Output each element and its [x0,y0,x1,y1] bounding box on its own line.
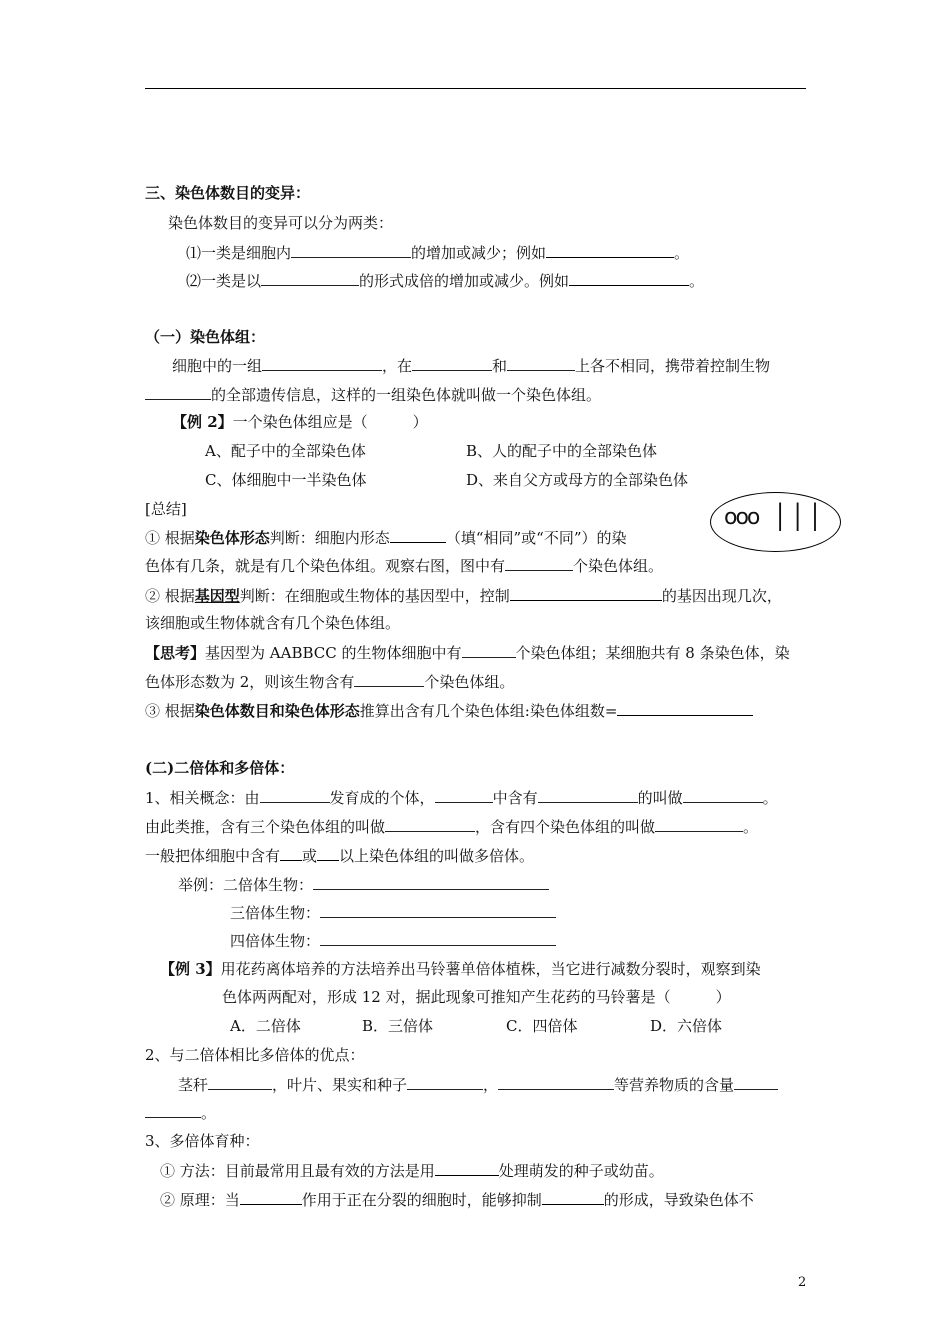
breeding-method: ① 方法：目前最常用且最有效的方法是用 处理萌发的种子或幼苗。 [160,1162,664,1180]
summary-rule-2: ② 根据基因型判断：在细胞或生物体的基因型中，控制 的基因出现几次， [145,587,782,605]
summary-label: [总结] [145,500,187,518]
summary-rule-3: ③ 根据染色体数目和染色体形态推算出含有几个染色体组:染色体组数= [145,700,753,721]
summary-rule-1-cont: 色体有几条，就是有几个染色体组。观察右图，图中有 个染色体组。 [145,557,664,575]
option-d: D、来自父方或母方的全部染色体 [466,471,689,489]
option-c: C、体细胞中一半染色体 [205,471,367,489]
think-question: 【思考】基因型为 AABBCC 的生物体细胞中有 个染色体组；某细胞共有 8 条染色体，染 [145,644,790,662]
ex3-option-b: B．三倍体 [362,1017,434,1035]
bar-chromosomes: │││ [773,503,826,531]
example-triploid: 三倍体生物： [230,902,556,923]
item-2: ⑵一类是以 的形式成倍的增加或减少。例如 。 [186,272,705,290]
circle-chromosomes: ooo [724,505,759,530]
concept-line-1: 1、相关概念：由 发育成的个体， 中含有 的叫做 。 [145,789,778,807]
advantages-line: 茎秆 ，叶片、果实和种子 ， 等营养物质的含量 [178,1074,778,1095]
advantages-line-cont: 。 [145,1102,216,1123]
example-3-question-cont: 色体两两配对，形成 12 对，据此现象可推知产生花药的马铃薯是（ ） [222,988,731,1006]
section-heading: 三、染色体数目的变异： [145,184,311,202]
definition-line-1: 细胞中的一组 ，在 和 上各不相同，携带着控制生物 [172,357,771,375]
header-rule [145,88,806,89]
ex3-option-c: C．四倍体 [506,1017,578,1035]
chromosome-figure [710,492,841,552]
summary-rule-1: ① 根据染色体形态判断：细胞内形态 （填“相同”或“不同”）的染 [145,529,627,547]
example-3-question: 【例 3】用花药离体培养的方法培养出马铃薯单倍体植株，当它进行减数分裂时，观察到染 [160,960,761,978]
definition-line-2: 的全部遗传信息，这样的一组染色体就叫做一个染色体组。 [145,384,601,405]
breeding-heading: 3、多倍体育种： [145,1132,260,1150]
concept-line-2: 由此类推，含有三个染色体组的叫做 ，含有四个染色体组的叫做 。 [145,818,759,836]
part1-heading: （一）染色体组： [145,328,266,346]
page-number: 2 [798,1275,807,1290]
option-a: A、配子中的全部染色体 [205,442,366,460]
part2-heading: (二)二倍体和多倍体： [145,759,295,777]
summary-rule-2-cont: 该细胞或生物体就含有几个染色体组。 [145,614,401,632]
ex3-option-d: D．六倍体 [650,1017,723,1035]
example-diploid: 举例：二倍体生物： [178,874,549,895]
concept-line-3: 一般把体细胞中含有 或 以上染色体组的叫做多倍体。 [145,847,535,865]
example-2-question: 【例 2】一个染色体组应是（ ） [172,413,428,431]
advantages-heading: 2、与二倍体相比多倍体的优点： [145,1046,365,1064]
example-tetraploid: 四倍体生物： [230,930,556,951]
item-1: ⑴一类是细胞内 的增加或减少；例如 。 [186,244,690,262]
ex3-option-a: A．二倍体 [230,1017,301,1035]
option-b: B、人的配子中的全部染色体 [466,442,658,460]
think-question-cont: 色体形态数为 2，则该生物含有 个染色体组。 [145,673,515,691]
breeding-principle: ② 原理：当 作用于正在分裂的细胞时，能够抑制 的形成，导致染色体不 [160,1191,754,1209]
section-intro: 染色体数目的变异可以分为两类： [168,214,394,232]
